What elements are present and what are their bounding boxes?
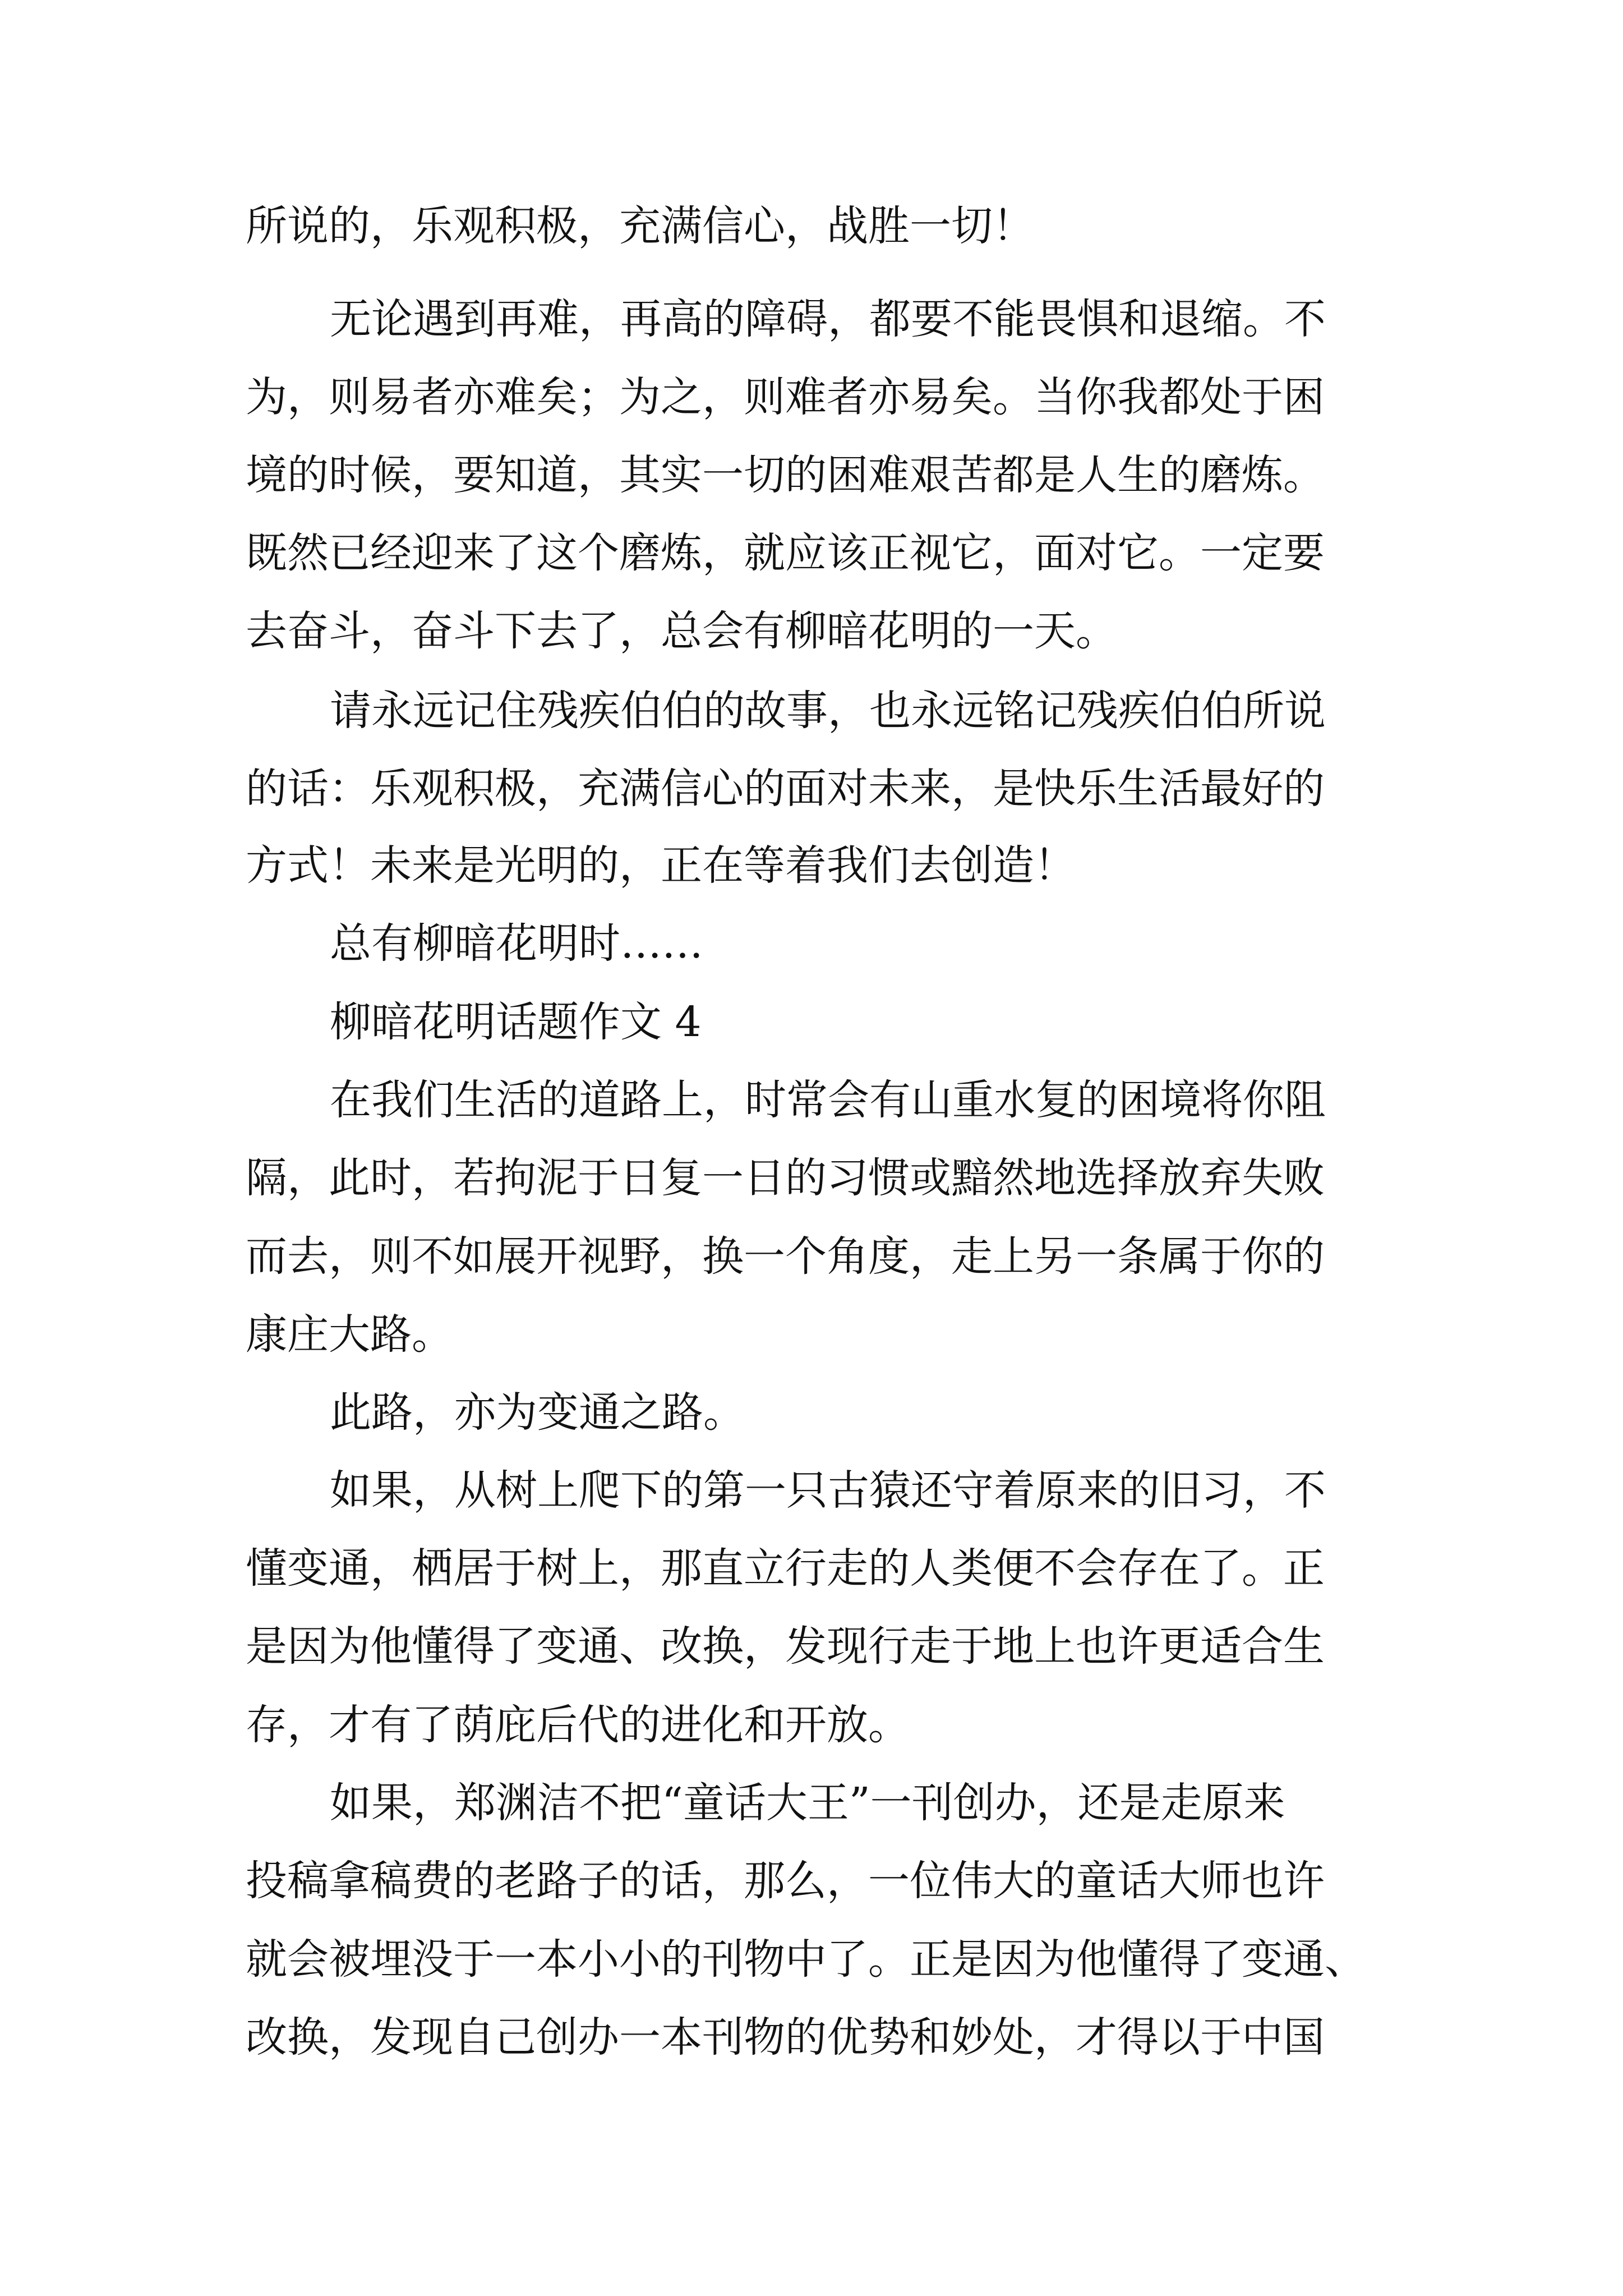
text-line-16: 此路，亦为变通之路。 bbox=[330, 1388, 745, 1437]
text-line-8: 的话：乐观积极，充满信心的面对未来，是快乐生活最好的 bbox=[246, 765, 1325, 813]
text-line-10: 总有柳暗花明时…… bbox=[330, 919, 703, 968]
text-line-18: 懂变通，栖居于树上，那直立行走的人类便不会存在了。正 bbox=[246, 1544, 1325, 1593]
text-line-19: 是因为他懂得了变通、改换，发现行走于地上也许更适合生 bbox=[246, 1622, 1325, 1671]
text-line-22: 投稿拿稿费的老路子的话，那么，一位伟大的童话大师也许 bbox=[246, 1857, 1325, 1905]
text-line-9: 方式！未来是光明的，正在等着我们去创造！ bbox=[246, 841, 1076, 890]
text-line-2: 无论遇到再难，再高的障碍，都要不能畏惧和退缩。不 bbox=[330, 295, 1326, 343]
text-line-5: 既然已经迎来了这个磨炼，就应该正视它，面对它。一定要 bbox=[246, 529, 1325, 577]
text-line-7: 请永远记住残疾伯伯的故事，也永远铭记残疾伯伯所说 bbox=[330, 687, 1326, 735]
text-line-21: 如果，郑渊洁不把“童话大王”一刊创办，还是走原来 bbox=[330, 1779, 1285, 1827]
text-line-6: 去奋斗，奋斗下去了，总会有柳暗花明的一天。 bbox=[246, 607, 1117, 655]
text-line-12: 在我们生活的道路上，时常会有山重水复的困境将你阻 bbox=[330, 1076, 1326, 1124]
text-line-24: 改换，发现自己创办一本刊物的优势和妙处，才得以于中国 bbox=[246, 2013, 1325, 2062]
text-line-23: 就会被埋没于一本小小的刊物中了。正是因为他懂得了变通、 bbox=[246, 1935, 1366, 1984]
text-line-17: 如果，从树上爬下的第一只古猿还守着原来的旧习，不 bbox=[330, 1466, 1326, 1515]
text-line-3: 为，则易者亦难矣；为之，则难者亦易矣。当你我都处于困 bbox=[246, 373, 1325, 421]
text-line-4: 境的时候，要知道，其实一切的困难艰苦都是人生的磨炼。 bbox=[246, 451, 1325, 499]
text-line-20: 存，才有了荫庇后代的进化和开放。 bbox=[246, 1701, 910, 1749]
text-line-11: 柳暗花明话题作文 4 bbox=[330, 998, 702, 1046]
text-line-15: 康庄大路。 bbox=[246, 1310, 453, 1359]
text-line-1: 所说的，乐观积极，充满信心，战胜一切！ bbox=[246, 202, 1034, 250]
text-line-13: 隔，此时，若拘泥于日复一日的习惯或黯然地选择放弃失败 bbox=[246, 1154, 1325, 1202]
text-line-14: 而去，则不如展开视野，换一个角度，走上另一条属于你的 bbox=[246, 1232, 1325, 1281]
